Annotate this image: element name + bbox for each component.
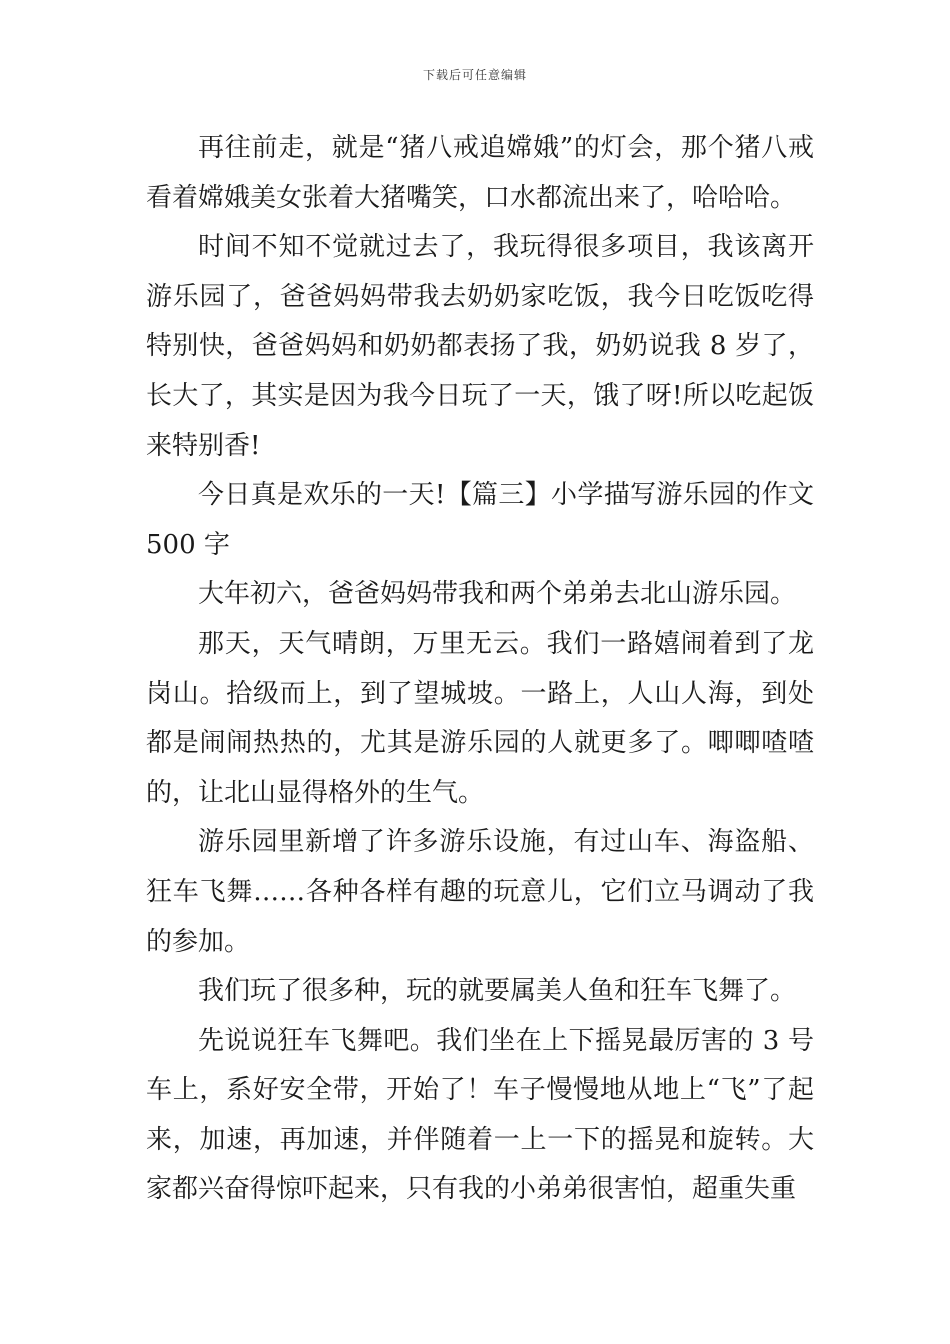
paragraph: 先说说狂车飞舞吧。我们坐在上下摇晃最厉害的 3 号车上，系好安全带，开始了！车子慢慢地从地上“飞”了起来，加速，再加速，并伴随着一上一下的摇晃和旋转。大家都兴奋得惊吓起来，只有我的小弟弟很害怕，超重失重	[146, 1025, 814, 1205]
document-body	[146, 124, 814, 1215]
paragraph: 游乐园里新增了许多游乐设施，有过山车、海盗船、狂车飞舞……各种各样有趣的玩意儿，它们立马调动了我的参加。	[146, 827, 814, 957]
paragraph: 我们玩了很多种，玩的就要属美人鱼和狂车飞舞了。	[198, 976, 797, 1007]
paragraph: 时间不知不觉就过去了，我玩得很多项目，我该离开游乐园了，爸爸妈妈带我去奶奶家吃饭，我今日吃饭吃得特别快，爸爸妈妈和奶奶都表扬了我，奶奶说我 8 岁了，长大了，其实是因为我今日玩了一天，饿了呀!所以吃起饭来特别香!	[146, 232, 814, 461]
paragraph: 再往前走，就是“猪八戒追嫦娥”的灯会，那个猪八戒看着嫦娥美女张着大猪嘴笑，口水都流出来了，哈哈哈。	[146, 133, 814, 213]
page-header-note: 下载后可任意编辑	[422, 68, 527, 82]
paragraph: 那天，天气晴朗，万里无云。我们一路嬉闹着到了龙岗山。拾级而上，到了望城坡。一路上，人山人海，到处都是闹闹热热的，尤其是游乐园的人就更多了。唧唧喳喳的，让北山显得格外的生气。	[146, 628, 814, 808]
paragraph: 大年初六，爸爸妈妈带我和两个弟弟去北山游乐园。	[198, 579, 797, 610]
paragraph: 今日真是欢乐的一天!【篇三】小学描写游乐园的作文 500 字	[146, 480, 814, 560]
